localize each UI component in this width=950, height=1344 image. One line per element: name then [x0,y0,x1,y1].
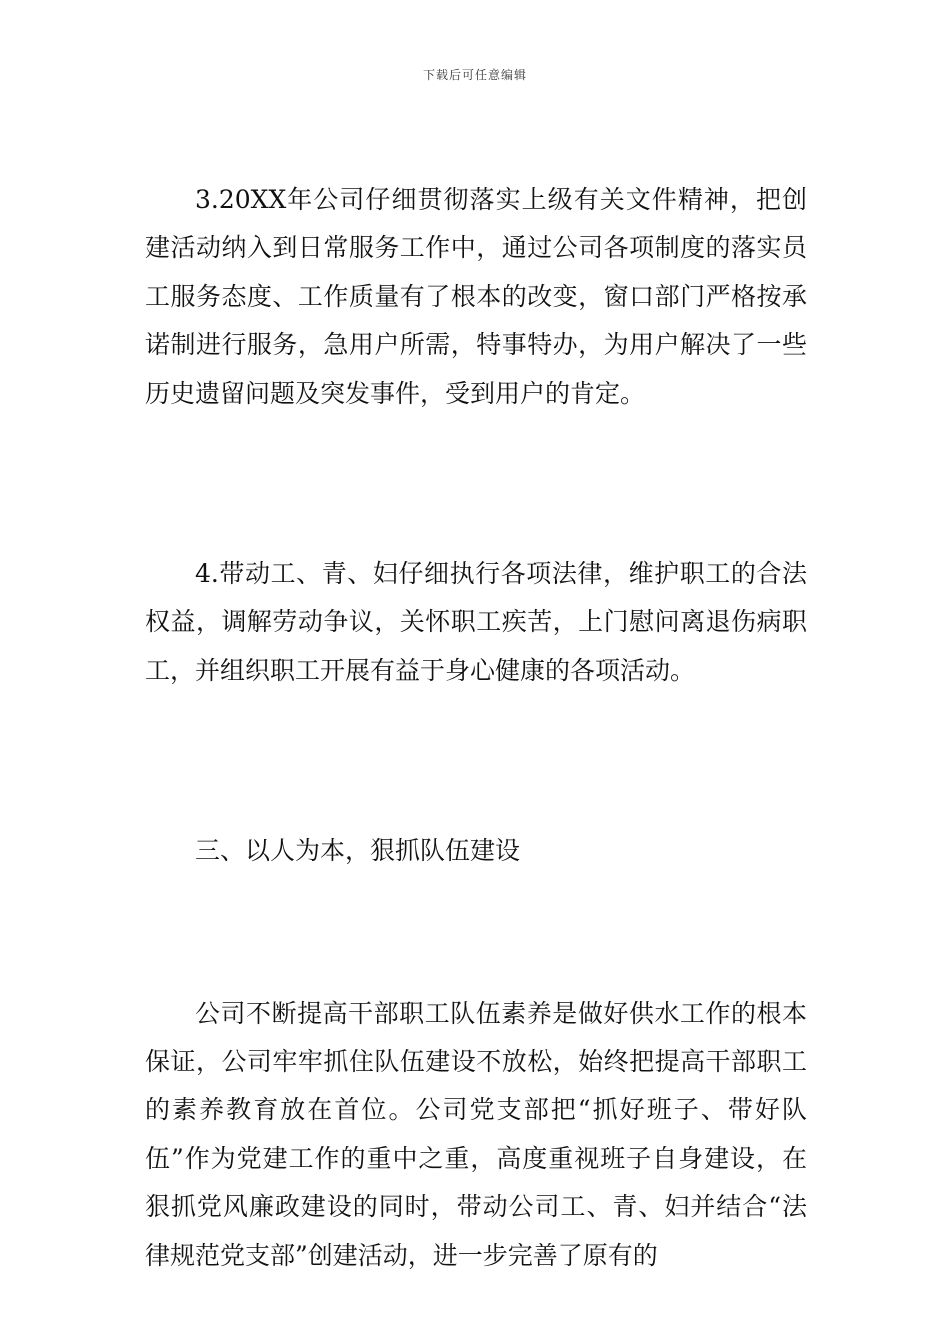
paragraph-item-4: 4.带动工、青、妇仔细执行各项法律，维护职工的合法权益，调解劳动争议，关怀职工疾苦，上门慰问离退伤病职工，并组织职工开展有益于身心健康的各项活动。 [145,559,807,685]
document-body [145,176,807,1280]
paragraph-item-3: 3.20XX年公司仔细贯彻落实上级有关文件精神，把创建活动纳入到日常服务工作中，通过公司各项制度的落实员工服务态度、工作质量有了根本的改变，窗口部门严格按承诺制进行服务，急用户所需，特事特办，为用户解决了一些历史遗留问题及突发事件，受到用户的肯定。 [145,185,807,408]
paragraph-spacer [145,418,807,550]
paragraph-spacer [145,695,807,827]
paragraph-team-building: 公司不断提高干部职工队伍素养是做好供水工作的根本保证，公司牢牢抓住队伍建设不放松，始终把提高干部职工的素养教育放在首位。公司党支部把“抓好班子、带好队伍”作为党建工作的重中之重，高度重视班子自身建设，在狠抓党风廉政建设的同时，带动公司工、青、妇并结合“法律规范党支部”创建活动，进一步完善了原有的 [145,998,807,1270]
page-header-note: 下载后可任意编辑 [422,68,527,82]
paragraph-spacer [145,876,807,990]
section-heading: 三、以人为本，狠抓队伍建设 [195,836,521,866]
